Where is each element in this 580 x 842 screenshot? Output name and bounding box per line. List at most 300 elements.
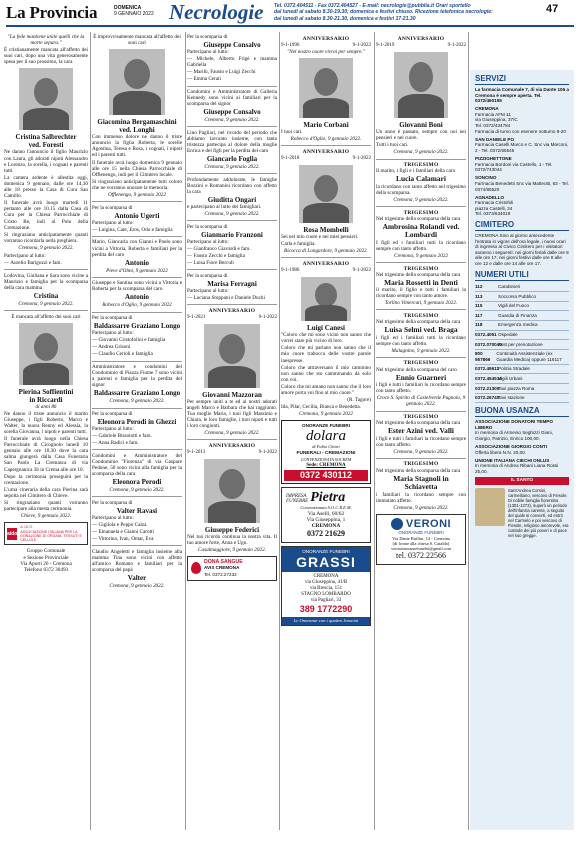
avis-org: AVIS CREMONA [204, 565, 240, 571]
grassi-city: CREMONA [313, 574, 339, 580]
contact-line: Tel. 0372.404511 - Fax 0372.404527 - E-mail: necrologie@pubblia.it Orari sportello [274, 3, 471, 9]
page-header [6, 0, 574, 26]
anniversary-to: 9-1-2022 [258, 314, 277, 320]
poem-author: (R. Tagore) [347, 397, 371, 404]
notice-place-date: Torlino Vimercati, 9 gennaio 2022. [384, 300, 458, 307]
deceased-name: Ennio Guarneri [395, 372, 447, 382]
phone-number: 0372.21300 [475, 385, 500, 391]
anniversary-dates [281, 268, 371, 274]
deceased-name: Cristina Salbrechter [15, 133, 77, 142]
portrait-photo [299, 165, 353, 223]
pharmacy-line: Farmacia Cristofoli [475, 200, 514, 206]
pharmacy-town: CREMONA [475, 106, 499, 112]
notice-text: I tuoi cari. [281, 129, 303, 136]
deceased-name: Cristina [33, 291, 59, 300]
notice-divider [92, 201, 182, 202]
notice-text: — Fausto Zecchi e famiglia [187, 253, 245, 260]
notice-place-date: Cremona, 9 gennaio 2022. [204, 117, 260, 124]
pharmacy-line: Farmacia di turno con esenere notturno 8-20 [475, 128, 566, 134]
quote: "La fede mantiene unite quelli che la morte separa." [7, 34, 85, 47]
pharmacy-line: Farmacia Benedetti Snc via Matteotti, 63 - Tel. 0374/85520 [475, 180, 569, 192]
column-divider [90, 32, 91, 830]
aido-line: Telefono 0372 30493 [23, 567, 69, 574]
useful-number-row [475, 321, 569, 331]
notice-heading: Per la scomparsa di [92, 499, 133, 506]
deceased-subname: in Riccardi [29, 395, 63, 404]
anniversary-label: ANNIVERSARIO [208, 442, 256, 449]
column-divider [374, 32, 375, 830]
notice-divider [92, 408, 182, 409]
avis-title: DONA SANGUE [204, 559, 243, 566]
column-3 [187, 34, 277, 830]
notice-text: il marito, il figlio e tutti i familiari la ricordano sempre con tanto amore. [376, 287, 466, 300]
portrait-photo [109, 49, 165, 115]
notice-place-date: Cremona, 9 gennaio 2022. [109, 487, 165, 494]
notice-heading: Per la scomparsa di [92, 411, 133, 417]
aido-address [4, 548, 88, 574]
trigesimo-label: TRIGESIMO [403, 461, 439, 468]
notice-text: — Marilù, Fausto e Luigi Zecchi [187, 69, 256, 76]
notice-text: i familiari la ricordano sempre con immutato affetto. [376, 491, 466, 504]
phone-number: 112 [475, 284, 483, 290]
useful-number-row [475, 283, 569, 293]
column-4 [281, 34, 371, 830]
phone-number: 0372.4051 [475, 332, 497, 337]
grassi-address: via Brescia, 151 [309, 586, 343, 592]
pietra-brand2: FUNEBRE [286, 499, 309, 505]
notice-divider [187, 269, 277, 270]
grassi-head: ONORANZE FUNEBRI [302, 549, 350, 555]
pharmacy-line: piazza Castelli, 34 [475, 205, 513, 211]
column-2 [92, 34, 182, 830]
grassi-address: via Giuseppina, 41/B [304, 580, 348, 586]
number-label: Ospedale [498, 332, 518, 337]
notice-text: — Luciana Stoppani e Daniele Duchi [187, 295, 265, 302]
number-label: Soccorso Pubblico [498, 293, 537, 299]
notice-text: Lino Pagliari, nel ricordo del periodo che abbiamo lavorato insieme, con tanta tristezza partecipa al dolore della moglie Enrica e del figli per la perdita del caro [187, 129, 277, 155]
notice-place-date: Cremona, 9 gennaio 2022. [204, 211, 260, 218]
notice-place-date: Cremona, 9 gennaio 2022. [204, 430, 260, 437]
pharmacy-line: via Giuseppina, 37/C [475, 117, 518, 123]
anniversary-to: 9-1-2022 [352, 43, 371, 49]
notice-place-date: Bicocca di Longardore, 9 gennaio 2022. [284, 248, 368, 255]
grassi-brand: GRASSI [296, 554, 356, 571]
notice-text: — Luisa Fiore Berculi [187, 260, 234, 267]
saint-image [475, 488, 505, 526]
donation-org: UNIONE ITALIANA CIECHI ONLUS [475, 457, 550, 463]
deceased-subname: ved. Longhi [119, 126, 155, 135]
dolara-brand: dolara [305, 428, 346, 445]
deceased-name: Valter Ravasi [116, 506, 158, 515]
grassi-city: STAGNO LOMBARDO [301, 592, 351, 598]
notice-text: — Anna Radici e fam. [92, 440, 139, 447]
notice-text: e partecipano al lutto dei famigliari. [187, 204, 262, 211]
poem-line: Coloro che mi amano non sanno che il loro amore porta voi fino al mio cuore." [281, 383, 371, 396]
pietra-sub: Convenzionata S.O.C.R.E.M. [300, 504, 352, 510]
pharmacy-line: Farmacia Bordoni via Castello, 1 - Tel. 0372/743044 [475, 161, 553, 173]
donation-text: Offerta libera N.N. 20,00. [475, 449, 526, 455]
useful-number-row [475, 384, 569, 394]
notice-divider [376, 309, 466, 310]
notice-text: Si ringraziano quanti vorranno partecipare alla mesta cerimonia. [4, 500, 88, 513]
notice-text: La camera ardente è allestita oggi, domenica 9 gennaio, dalle ore 14,30 alle 18 presso la Casa di Cura San Camillo. [4, 174, 88, 200]
notice-text: Partecipano al lutto: [187, 238, 229, 245]
notice-text: i figli e tutti i familiari la ricordano sempre con tanto affetto. [376, 435, 466, 448]
anniversary-from: 9-1-2018 [281, 156, 300, 162]
anniversary-dates [187, 450, 277, 456]
grassi-ad [281, 546, 371, 626]
deceased-name: Maria Stagnoli in Schiavetta [393, 473, 449, 492]
notice-divider [92, 277, 182, 278]
notice-text: — Luigina, Cate, Eros, Odo e famiglia [92, 226, 173, 233]
portrait-photo [301, 277, 351, 321]
anniversary-to: 9-1-2022 [352, 268, 371, 274]
anniversary-label: ANNIVERSARIO [397, 36, 445, 42]
quote: "Nel nostro cuore vivrai per sempre." [287, 49, 365, 56]
notice-place-date: Robecco d'Oglio, 9 gennaio 2022 [102, 302, 172, 309]
notice-text: Mario, Giancarla con Gianni e Paolo sono vicini a Vittoria, Roberta e familiari per la perdita del caro [92, 239, 182, 258]
notice-text: — Emma Cerati [187, 76, 221, 83]
contact-line: dal lunedì al sabato 8.30-19.30; domenica e festivi chiuso. Ricezione telefonica necrologie: [274, 9, 493, 16]
pharmacy-line: Tel. 0372/434784 [475, 123, 511, 129]
pietra-address: Via Aselli, 60/62 [307, 510, 345, 517]
deceased-name: Giuseppe Federici [204, 526, 260, 535]
column-divider [279, 32, 280, 830]
pietra-phone: 0372 21629 [307, 529, 345, 539]
dolara-conv: CONVENZIONATA SOCREM [300, 456, 352, 462]
deceased-name: Antonio [124, 293, 150, 302]
notice-place-date: Croce S. Spirito di Castelverde Pugnolo, 9 gennaio 2022. [376, 395, 466, 408]
notice-text: Partecipano al lutto: [187, 49, 229, 56]
number-label: Taxi stazione [498, 395, 525, 401]
notice-text: Amministratore e condomini del Condominio di Piazza Fiume 7 sono vicini a parenti e famiglia per la perdita del signor [92, 364, 182, 389]
deceased-name: Giuditta Ongari [207, 196, 257, 205]
deceased-name: Marisa Ferragni [207, 279, 257, 288]
notice-text: È mancata all'affetto dei suoi cari [11, 313, 81, 320]
notice-text: L'urna cineraria della cara Pierina sarà sepolta nel Cimitero di Chieve. [4, 486, 88, 499]
notice-text: Claudio Angeletti e famiglia insieme alla mamma Tina sono vicini con affetto all'amico Romano e familiari per la scomparsa del papà [92, 548, 182, 574]
number-label: Emergenza medica [498, 322, 538, 328]
notice-text: Per sempre uniti a te ed ai nostri adorati angeli Marco e Barbara che hai raggiunto. Tua moglie Maria, i tuoi figli Massimo e Chiara, le loro famiglie, i tuoi nipoti e tutti i loro congiunti. [187, 398, 277, 430]
notice-text: Nel trigesimo della scomparsa della cara [376, 215, 461, 222]
notice-heading: Per la scomparsa di [92, 204, 133, 211]
notice-divider [376, 206, 466, 207]
notice-text: Sei nel mio cuore e nei miei pensieri. [281, 234, 359, 241]
notice-text: Condomini e Amministratore del Condominio "Fiorenza" di via Gaspare Pedone, 50 sono vicini alla famiglia per la scomparsa della cara [92, 452, 182, 478]
notice-text: — Gianfranco Giavardi e fam. [187, 246, 251, 253]
notice-text: È improvvisamente mancata all'affetto dei suoi cari [93, 34, 181, 47]
notice-divider [376, 357, 466, 358]
deceased-name: Eleonora Perodi [112, 478, 162, 487]
issue-date-text: 9 GENNAIO 2022 [114, 11, 154, 17]
deceased-name: Eleonora Perodi in Ghezzi [97, 418, 177, 427]
phone-number: 118 [475, 322, 483, 328]
deceased-name: Baldassarre Graziano Longo [93, 389, 181, 398]
deceased-name: Luigi Canesi [307, 324, 345, 333]
deceased-name: Giuseppe Consalvo [203, 41, 261, 50]
anniversary-label: ANNIVERSARIO [302, 260, 350, 267]
useful-number-row [475, 302, 569, 312]
trigesimo-label: TRIGESIMO [403, 414, 439, 420]
notice-text: Dopo la cerimonia proseguirà per la cremazione. [4, 473, 88, 486]
trigesimo-label: TRIGESIMO [403, 265, 439, 272]
anniversary-dates [376, 43, 466, 49]
deceased-name: Pierina Soffientini [18, 387, 74, 396]
deceased-name: Ester Azini ved. Valli [388, 426, 454, 436]
notice-divider [281, 257, 371, 258]
useful-number-row [475, 311, 569, 321]
notice-place-date: Cremona, 9 gennaio 2022. [393, 149, 449, 156]
notice-divider [187, 126, 277, 127]
notice-text: Con immenso dolore ne danno il triste annuncio la figlia Roberta, le sorelle Agostina, Teresa e Rosa, i cognati, i nipoti ed i parenti tutti. [92, 134, 182, 159]
dolara-line: FUNERALI - CREMAZIONI [296, 450, 356, 456]
notice-heading: Per la scomparsa di [187, 223, 228, 230]
useful-number-row [475, 374, 569, 384]
anniversary-to: 9-1-2022 [352, 156, 371, 162]
deceased-name: Baldassarre Graziano Longo [93, 322, 181, 331]
pharmacy-town: AGNADELLO [475, 194, 505, 200]
poem-line: Coloro che mi parlano non sanno che il mio cuore trabocca delle vostre parole inespresse. [281, 345, 371, 364]
aido-ad [4, 522, 88, 545]
notice-text: — Gigliola e Peppo Calza [92, 522, 147, 529]
notice-divider [92, 545, 182, 546]
notice-text: È cristianamente mancata all'affetto dei suoi cari, dopo una vita generosamente spesa per il suo prossimo, la cara [4, 47, 88, 66]
veroni-ad [376, 514, 466, 566]
pharmacy-line: Farmacia Caselli Marco e C. Snc via Marconi, 2 - Tel. 0372/65545 [475, 142, 569, 153]
number-label: Polizia Stradale [498, 366, 530, 372]
notice-text: Nel tuo ricordo continua la nostra vita. Il tuo amore forte, Anna e Ugo. [187, 534, 277, 547]
blood-drop-icon [191, 562, 201, 574]
page-number: 47 [546, 3, 559, 15]
phone-number: 0372.49611 [475, 366, 500, 372]
number-label: Vigili del Fuoco [498, 303, 530, 309]
grassi-slogan: Le Onoranze con i quattro leoncini [282, 617, 370, 625]
notice-heading: Per la scomparsa di [187, 272, 228, 279]
dolara-ad [281, 420, 371, 483]
section-title: Necrologie [169, 0, 264, 24]
notice-text: Nel trigesimo della scomparsa della cara [376, 420, 461, 427]
notice-text: Nel trigesimo della scomparsa della cara [376, 319, 461, 326]
dolara-phone: 0372 430112 [284, 470, 368, 481]
trigesimo-label: TRIGESIMO [403, 209, 439, 216]
servizi-title: SERVIZI [475, 74, 569, 85]
notice-text: Nel trigesimo della scomparsa della cara [376, 467, 461, 474]
notice-divider [92, 312, 182, 313]
pharmacy-town: PIZZIGHETTONE [475, 156, 512, 162]
dolara-seat: Sede: CREMONA [306, 462, 346, 468]
veroni-address: (di fronte alla chiesa S. Cataldo) [392, 541, 450, 547]
issue-date [114, 5, 154, 17]
donation-org: ASSOCIAZIONE DONATORI TEMPO LIBERO [475, 419, 553, 430]
notice-place-date: Cremona, 9 gennaio 2022. [109, 398, 165, 405]
notice-text: Tutti i tuoi cari. [376, 142, 409, 149]
notice-place-date: Cremona, 9 gennaio 2022. [204, 164, 260, 171]
phone-number: 113 [475, 293, 483, 299]
notice-text: la ricordano con tanto affetto nel trigesimo della scomparsa. [376, 183, 466, 196]
useful-number-row [475, 340, 569, 350]
notice-place-date: Cremona, 9 gennaio 2022. [393, 504, 449, 511]
aido-line: e Sezione Provinciale [23, 554, 69, 561]
pharmacy-line: Farmacia AFM 11 [475, 111, 511, 117]
number-label: Vigili Urbani [498, 375, 523, 381]
anniversary-dates [281, 156, 371, 162]
notice-divider [187, 439, 277, 440]
notice-divider [376, 262, 466, 263]
useful-number-row [475, 394, 569, 404]
grassi-phone: 389 1772290 [299, 604, 353, 615]
veroni-phone: tel. 0372.22566 [396, 551, 446, 561]
santo-block [475, 488, 569, 538]
portrait-photo [394, 52, 448, 118]
notice-text: Ne danno il triste annuncio il marito Giuseppe, i figli Roberto, Marco e Walter, la nuora Renny ed Alessia, la sorella Giovanna, i nipoti e parenti tutti. [4, 410, 88, 435]
aido-desc: ASSOCIAZIONE ITALIANA PER LA DONAZIONE DI ORGANI, TESSUTI E CELLULE [20, 529, 82, 542]
deceased-name: Giovanni Mazzoran [202, 390, 262, 399]
buona-title: BUONA USANZA [475, 406, 569, 417]
notice-divider [376, 411, 466, 412]
anniversary-dates [187, 315, 277, 321]
aido-logo: aido [7, 528, 17, 540]
notice-heading: Per la scomparsa di [187, 34, 228, 40]
notice-text: Si ringraziano anticipatamente tutti coloro che ne vorranno onorare la memoria. [92, 178, 182, 191]
notice-text: I figli ed i familiari tutti la ricordano sempre con tanto affetto. [376, 239, 466, 252]
notice-place-date: Robecco d'Oglio, 9 gennaio 2022. [290, 136, 362, 143]
notice-text: Partecipano al lutto: [92, 514, 134, 521]
numeri-title: NUMERI UTILI [475, 270, 569, 281]
portrait-photo [204, 324, 260, 388]
column-divider [185, 32, 186, 830]
portrait-photo [19, 323, 73, 385]
portrait-photo [19, 68, 73, 130]
number-label: Continuità Assistenziale (ex Guardia Medica) oppure 116117 [496, 351, 562, 362]
deceased-name: Giacomina Bergamaschini [97, 118, 177, 127]
notice-place-date: Casalmaggiore, 9 gennaio 2022. [198, 547, 266, 554]
donation-org: ASSOCIAZIONE GIORGIO CONTI [475, 444, 547, 450]
notice-text: Il funerale avrà luogo martedì 11 pertanto alle ore 10.15 dalla Casa di Cura per la Chiesa Parrocchiale di Cristo Re, indi al Polo della Cremazione. [4, 200, 88, 231]
pietra-city: CREMONA [311, 523, 341, 530]
avis-ad [187, 556, 277, 580]
masthead: La Provincia [6, 3, 98, 22]
notice-text: Nel trigesimo della scomparsa del caro [376, 366, 457, 373]
column-1 [4, 34, 88, 830]
anniversary-label: ANNIVERSARIO [302, 148, 350, 155]
notice-text: Ida, Pilar, Cecilia, Bianca e Benedetta. [281, 404, 362, 411]
deceased-name: Lucia Calamari [396, 174, 446, 184]
notice-divider [187, 220, 277, 221]
notice-divider [92, 236, 182, 237]
dolara-sub: di Fabio Chiari [312, 444, 340, 450]
deceased-name: Rosa Mombelli [303, 226, 349, 235]
phone-number: 0372.454516 [475, 375, 502, 381]
anniversary-from: 9-1-2013 [187, 449, 206, 455]
poem-line: "Coloro che mi sono vicini non sanno che vorrei stare più vicino di loro. [281, 332, 371, 345]
notice-divider [376, 458, 466, 459]
notice-text: — Emanuela e Gianni Carotti [92, 529, 154, 536]
notice-divider [92, 496, 182, 497]
trigesimo-label: TRIGESIMO [403, 360, 439, 367]
notice-text: Lodovina, Giuliana e Sara sono vicine a Maurizio e famiglia per la scomparsa della cara mamma [4, 272, 88, 291]
santo-title: IL SANTO [475, 477, 569, 485]
donation-text: In memoria di Armenio Seghizzi Giani, Giorgio, Patrizio, Enrico 100,00. [475, 430, 553, 442]
notice-text: Il funerale avrà luogo domenica 9 gennaio alle ore 15 nella Chiesa Parrocchiale di Offlenengo, indi per il Cimitero locale. [92, 159, 182, 178]
deceased-name: Mario Corbani [303, 121, 349, 130]
phone-number: 0372.26740 [475, 395, 500, 401]
poem-line: Coloro che attraversano il mio cammino non sanno che sto camminando da solo con voi. [281, 364, 371, 383]
cimitero-text: CREMONA Sino al giorno antecedente l'entrata in vigore dell'ora legale, i nuovi orari di ingresso al Civico Cimitero per i visitatori saranno i seguenti: nei giorni feriali dalle ore 8 alle ore 17, nei giorni festivi dalle ore 8 alle ore 12 e dalle ore 14 alle ore 17. [475, 232, 569, 266]
portrait-photo [204, 459, 260, 523]
column-5 [376, 34, 466, 830]
deceased-name: Luisa Selmi ved. Braga [384, 325, 458, 335]
notice-text: — Vittorina, Ivan, Omar, Eva [92, 536, 154, 543]
contact-line: dal lunedì al sabato 8.30-21.30, domenica e festivi 17-21.30 [274, 15, 416, 22]
grassi-address: via Pagliari, 33 [310, 598, 342, 604]
deceased-name: Antonio [124, 258, 150, 267]
notice-place-date: Cremona, 9 gennaio 2022. [109, 583, 165, 590]
notice-place-date: Pieve d'Olmi, 9 gennaio 2022 [106, 267, 168, 274]
pharmacy-town: SONCINO [475, 175, 497, 181]
pietra-brand3: Pietra [310, 489, 346, 505]
anniversary-to: 9-1-2022 [447, 43, 466, 49]
veroni-sub: ONORANZE FUNEBRI [398, 529, 444, 535]
veroni-address: Via Dante Ruffini, 14 - Cremona [392, 536, 450, 542]
deceased-name: Ambrosina Rolandi ved. Lombardi [382, 221, 460, 240]
notice-text: Partecipano al lutto: [4, 252, 46, 259]
issue-day: DOMENICA [114, 5, 142, 11]
santo-text: Sant'Andrea Corsini, carmelitano, vescovo di Fiesole. Di nobile famiglia fiorentina (1301-1373), superò un periodo dell'infanzia carente, a seguito del quale si convertì, ed entrò nel Carmelo e poi vescovo di Fiesole, religioso amorevole, era custode dei più poveri e di pace nel suo gregge. [508, 488, 569, 539]
useful-number-row [475, 292, 569, 302]
services-sidebar [470, 70, 574, 830]
pharmacy-line: Tel. 0373/634019 [475, 211, 511, 217]
anniversary-from: 9-1-1986 [281, 268, 300, 274]
number-label: Guardia di Finanza [498, 312, 537, 318]
notice-divider [4, 269, 88, 270]
veroni-logo-icon [391, 518, 403, 530]
notice-text: i figli ed i familiari tutti la ricordano sempre con tanto affetto. [376, 334, 466, 347]
notice-text: Carla e famiglia. [281, 241, 316, 248]
useful-number-row [475, 350, 569, 365]
aido-line: Gruppo Comunale [26, 548, 66, 555]
notice-place-date: Malagnino, 9 gennaio 2022. [391, 347, 451, 354]
notice-text: Partecipano al lutto: [92, 426, 134, 433]
anniversary-to: 9-1-2022 [258, 449, 277, 455]
deceased-name: Giuseppe Consalvo [203, 108, 261, 117]
notice-text: — Giovanni Cristofolini e famiglia [92, 337, 166, 344]
notice-text: Si ringraziano anticipatamente quanti vorranno ricordarla nella preghiera. [4, 231, 88, 244]
dolara-head: ONORANZE FUNEBRI [302, 423, 350, 429]
notice-text: — Gabriele Bissolotti e fam. [92, 433, 152, 440]
useful-numbers-list [475, 283, 569, 404]
notice-place-date: Cremona, 9 gennaio 2022 [299, 411, 353, 418]
pietra-brand1: IMPRESA [286, 493, 307, 499]
servizi-text: La farmacia Comunale 7, di via Dante 106 a Cremona è sempre aperta. Tel. 0372/460155 [475, 87, 569, 104]
number-label: Carabinieri [498, 284, 521, 290]
notice-divider [92, 361, 182, 362]
notice-text: Partecipano al lutto: [187, 287, 229, 294]
notice-place-date: Cremona, 9 gennaio 2022. [18, 244, 74, 251]
notice-divider [92, 449, 182, 450]
anniversary-label: ANNIVERSARIO [302, 36, 350, 42]
notice-text: Partecipano al lutto: [92, 330, 134, 337]
deceased-subname: ved. Foresti [28, 141, 64, 150]
pietra-address: Via Giuseppina, 1 [306, 517, 346, 523]
notice-divider [281, 145, 371, 146]
useful-number-row [475, 331, 569, 341]
notice-text: Ne danno l'annuncio il figlio Maurizio con Laura, gli adorati nipoti Alessandro e Lorenzo, la sorella, i cognati e parenti tutti. [4, 149, 88, 174]
deceased-name: Gianmario Franzoni [201, 230, 263, 239]
notice-place-date: Cremona, 9 gennaio 2022. [393, 448, 449, 455]
useful-number-row [475, 365, 569, 375]
number-label: Asst per prenotazione [498, 341, 543, 347]
aido-name: A.I.D.O. [20, 525, 34, 530]
